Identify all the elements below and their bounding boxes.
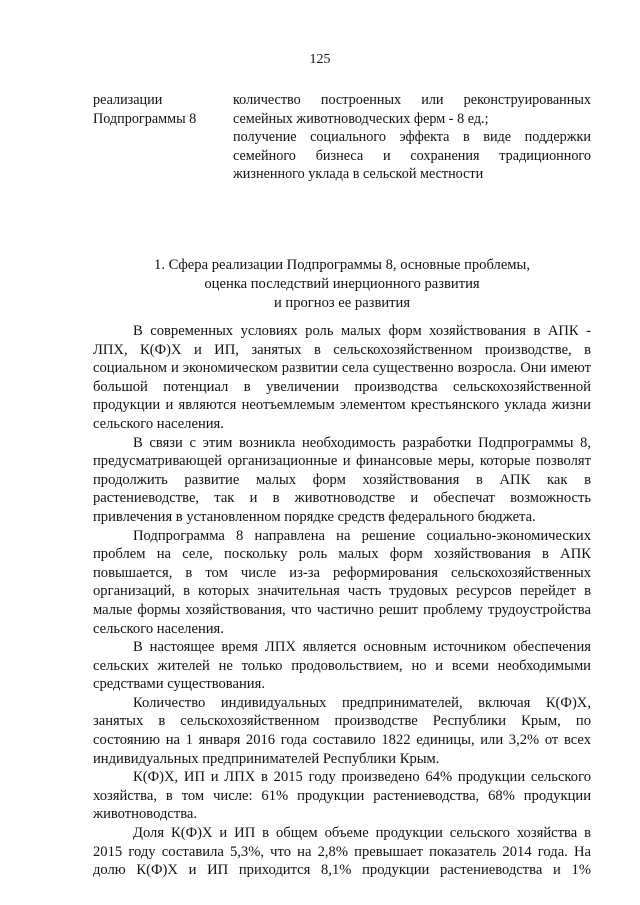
body-text <box>93 322 591 880</box>
table-left-cell: реализации Подпрограммы 8 <box>93 92 197 127</box>
section-heading-line: и прогноз ее развития <box>273 295 411 311</box>
page-number: 125 <box>309 52 331 67</box>
table-item-social-effect: получение социального эффекта в виде поддержки семейного бизнеса и сохранения традиционного жизненного уклада в сельской местности <box>233 129 591 182</box>
paragraph: В настоящее время ЛПХ является основным источником обеспечения сельских жителей не только продовольствием, но и всеми необходимыми средствами существования. <box>93 639 591 693</box>
paragraph: Количество индивидуальных предпринимателей, включая К(Ф)Х, занятых в сельскохозяйственном производстве Республики Крым, по состоянию на 1 января 2016 года составило 1822 единицы, или 3,2% от всех индивидуальных предпринимателей Республики Крым. <box>93 694 591 767</box>
paragraph: В современных условиях роль малых форм хозяйствования в АПК - ЛПХ, К(Ф)Х и ИП, занятых в сельскохозяйственном производстве, в социальном и экономическом развитии села существенно возросла. Они имеют большой потенциал в увеличении производства сельскохозяйственной продукции и являются неотъемлемым элементом крестьянского уклада жизни сельского населения. <box>93 323 591 432</box>
section-heading-line: оценка последствий инерционного развития <box>204 276 480 292</box>
section-heading-line: 1. Сфера реализации Подпрограммы 8, основные проблемы, <box>154 257 530 273</box>
paragraph: В связи с этим возникла необходимость разработки Подпрограммы 8, предусматривающей организационные и финансовые меры, которые позволят продолжить развитие малых форм хозяйствования в АПК как в растениеводстве, так и в животноводстве и обеспечат возможность привлечения в установленном порядке средств федерального бюджета. <box>93 434 591 525</box>
paragraph: Доля К(Ф)Х и ИП в общем объеме продукции сельского хозяйства в 2015 году составила 5,3%, что на 2,8% превышает показатель 2014 года. На долю К(Ф)Х и ИП приходится 8,1% продукции растениеводства и 1% <box>93 825 591 879</box>
paragraph: К(Ф)Х, ИП и ЛПХ в 2015 году произведено 64% продукции сельского хозяйства, в том числе: 61% продукции растениеводства, 68% продукции животноводства. <box>93 769 591 823</box>
table-item-farms: количество построенных или реконструированных семейных животноводческих ферм - 8 ед.; <box>233 92 591 127</box>
table-right-cell <box>233 91 591 184</box>
paragraph: Подпрограмма 8 направлена на решение социально-экономических проблем на селе, поскольку роль малых форм хозяйствования в АПК повышается, в том числе из-за реформирования сельскохозяйственных организаций, в которых значительная часть трудовых ресурсов перейдет в малые формы хозяйствования, что частично решит проблему трудоустройства сельского населения. <box>93 527 591 637</box>
section-heading <box>93 256 591 313</box>
